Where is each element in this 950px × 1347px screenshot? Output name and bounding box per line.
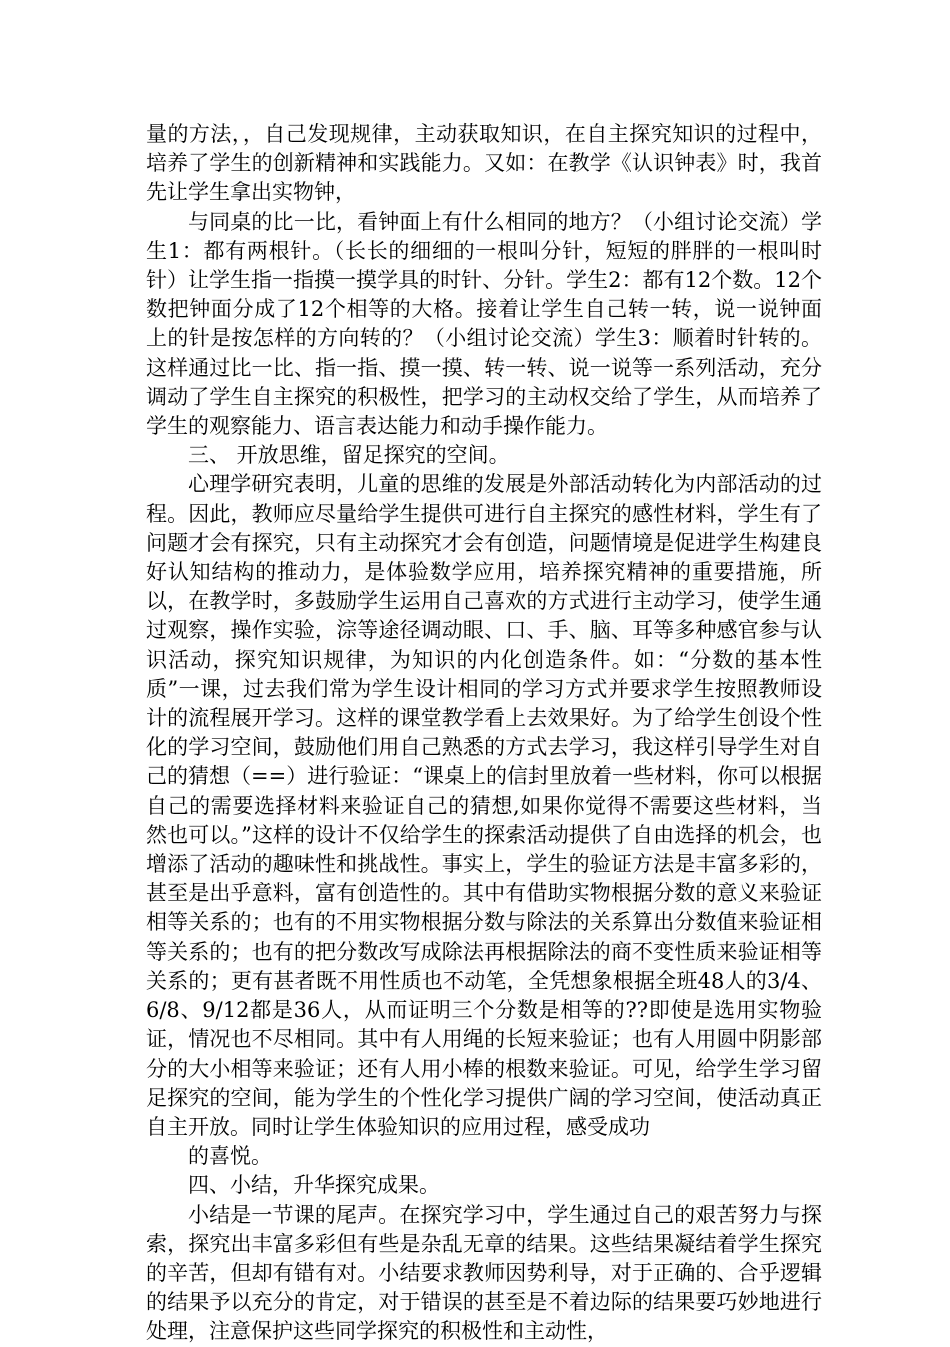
paragraph-clock-lesson: 与同桌的比一比，看钟面上有什么相同的地方？（小组讨论交流）学生1：都有两根针。（长长的细细的一根叫分针，短短的胖胖的一根叫时针）让学生指一指摸一摸学具的时针、分针。学生2：都有12个数。12个数把钟面分成了12个相等的大格。接着让学生自己转一转，说一说钟面上的针是按怎样的方向转的？（小组讨论交流）学生3：顺着时针转的。这样通过比一比、指一指、摸一摸、转一转、说一说等一系列活动，充分调动了学生自主探究的积极性，把学习的主动权交给了学生，从而培养了学生的观察能力、语言表达能力和动手操作能力。: [146, 209, 822, 439]
paragraph-joy: 的喜悦。: [188, 1144, 272, 1169]
paragraph-open-thinking: 心理学研究表明，儿童的思维的发展是外部活动转化为内部活动的过程。因此，教师应尽量给学生提供可进行自主探究的感性材料，学生有了问题才会有探究，只有主动探究才会有创造，问题情境是促进学生构建良好认知结构的推动力，是体验数学应用，培养探究精神的重要措施，所以，在教学时，多鼓励学生运用自己喜欢的方式进行主动学习，使学生通过观察，操作实验，淙等途径调动眼、口、手、脑、耳等多种感官参与认识活动，探究知识规律，为知识的内化创造条件。如：“分数的基本性质”一课，过去我们常为学生设计相同的学习方式并要求学生按照教师设计的流程展开学习。这样的课堂教学看上去效果好。为了给学生创设个性化的学习空间，鼓励他们用自己熟悉的方式去学习，我这样引导学生对自己的猜想（==）进行验证：“课桌上的信封里放着一些材料，你可以根据自己的需要选择材料来验证自己的猜想,如果你觉得不需要这些材料，当然也可以。”这样的设计不仅给学生的探索活动提供了自由选择的机会，也增添了活动的趣味性和挑战性。事实上，学生的验证方法是丰富多彩的，甚至是出乎意料，富有创造性的。其中有借助实物根据分数的意义来验证相等关系的；也有的不用实物根据分数与除法的关系算出分数值来验证相等关系的；也有的把分数改写成除法再根据除法的商不变性质来验证相等关系的；更有甚者既不用性质也不动笔，全凭想象根据全班48人的3/4、6/8、9/12都是36人，从而证明三个分数是相等的??即使是选用实物验证，情况也不尽相同。其中有人用绳的长短来验证；也有人用圆中阴影部分的大小相等来验证；还有人用小棒的根数来验证。可见，给学生学习留足探究的空间，能为学生的个性化学习提供广阔的学习空间，使活动真正自主开放。同时让学生体验知识的应用过程，感受成功: [146, 472, 822, 1139]
section-heading-4: 四、小结，升华探究成果。: [188, 1173, 440, 1198]
section-heading-3: 三、 开放思维，留足探究的空间。: [188, 443, 510, 468]
paragraph-summary: 小结是一节课的尾声。在探究学习中，学生通过自己的艰苦努力与探索，探究出丰富多彩但有些是杂乱无章的结果。这些结果凝结着学生探究的辛苦，但却有错有对。小结要求教师因势利导，对于正确的、合乎逻辑的结果予以充分的肯定，对于错误的甚至是不着边际的结果要巧妙地进行处理，注意保护这些同学探究的积极性和主动性，: [146, 1202, 822, 1344]
paragraph-intro: 量的方法，，自己发现规律，主动获取知识，在自主探究知识的过程中，培养了学生的创新精神和实践能力。又如：在教学《认识钟表》时，我首先让学生拿出实物钟，: [146, 122, 822, 205]
document-page: [146, 120, 822, 1347]
